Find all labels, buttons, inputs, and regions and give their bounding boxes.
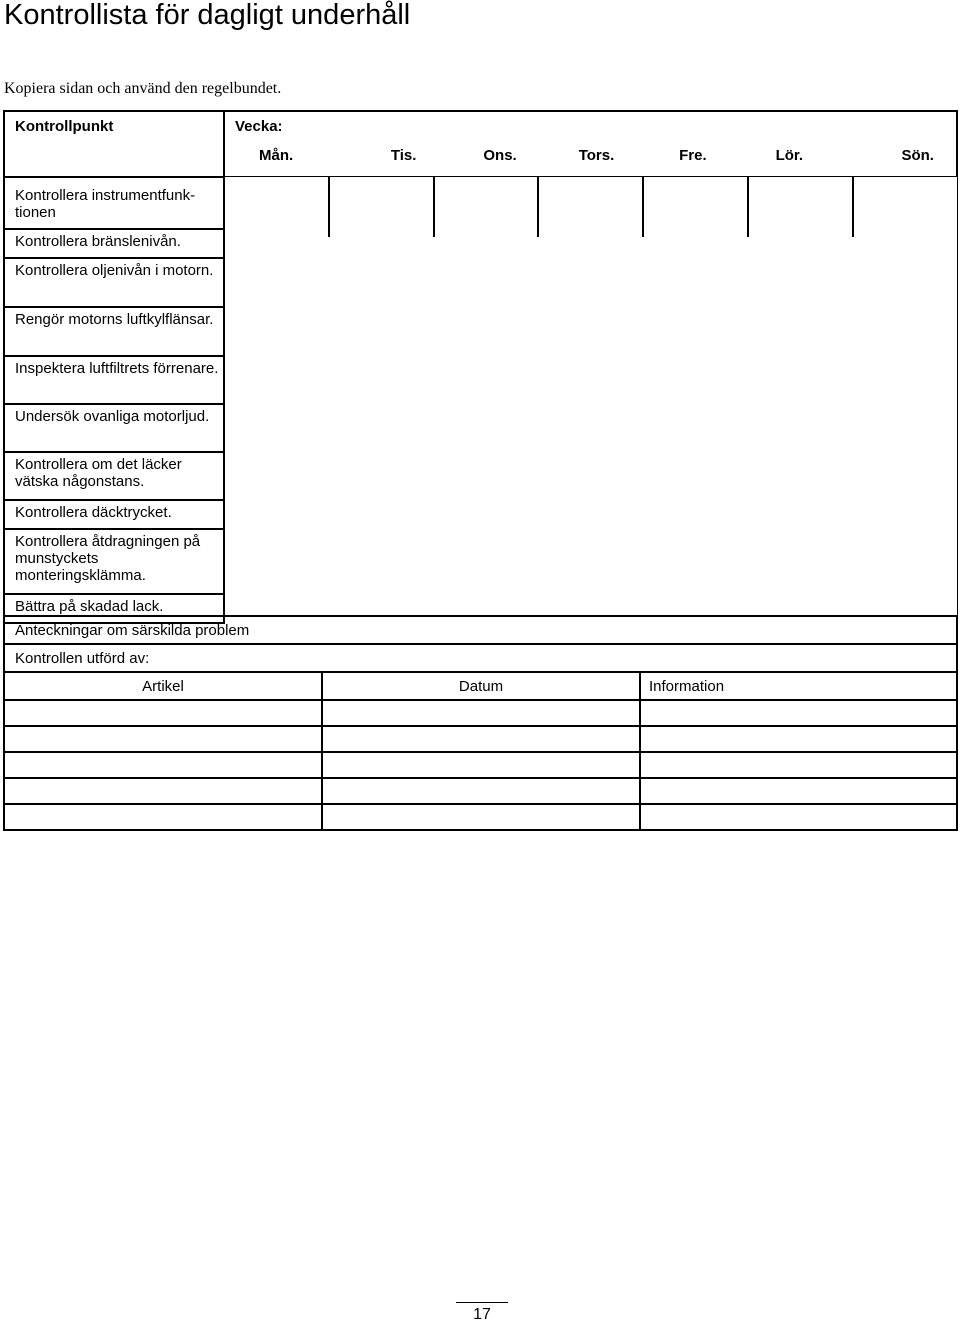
table-row [4, 752, 957, 778]
checklist-item: Kontrollera instrumentfunk-tionen [4, 177, 224, 229]
information-cell[interactable] [640, 700, 957, 726]
day-checkbox-sat[interactable] [749, 177, 854, 237]
article-cell[interactable] [4, 700, 322, 726]
checklist-item: Undersök ovanliga motorljud. [4, 404, 224, 452]
checklist-item: Kontrollera om det läcker vätska någonstans. [4, 452, 224, 500]
article-cell[interactable] [4, 752, 322, 778]
footer-divider [456, 1302, 508, 1303]
date-cell[interactable] [322, 804, 640, 830]
checklist-item: Kontrollera däcktrycket. [4, 500, 224, 529]
column-header-information: Information [640, 672, 957, 700]
column-header-date: Datum [322, 672, 640, 700]
day-header-mon: Mån. [259, 147, 294, 164]
date-cell[interactable] [322, 700, 640, 726]
table-row [4, 726, 957, 752]
date-cell[interactable] [322, 726, 640, 752]
article-cell[interactable] [4, 726, 322, 752]
day-checkbox-sun[interactable] [854, 177, 957, 237]
table-row [4, 778, 957, 804]
day-header-tue: Tis. [390, 147, 417, 164]
notes-table [3, 615, 958, 831]
day-header-wed: Ons. [483, 147, 517, 164]
table-row [4, 804, 957, 830]
day-checkbox-tue[interactable] [330, 177, 435, 237]
checklist-item: Kontrollera bränslenivån. [4, 229, 224, 258]
day-header-sun: Sön. [901, 147, 934, 164]
checklist-item: Kontrollera åtdragningen på munstyckets monteringsklämma. [4, 529, 224, 594]
column-header-article: Artikel [4, 672, 322, 700]
day-checkbox-row[interactable] [225, 177, 957, 237]
date-cell[interactable] [322, 778, 640, 804]
page-number: 17 [473, 1306, 491, 1323]
column-header-checkpoint: Kontrollpunkt [4, 111, 224, 177]
information-cell[interactable] [640, 804, 957, 830]
day-checkbox-fri[interactable] [644, 177, 749, 237]
day-checkbox-wed[interactable] [435, 177, 540, 237]
day-headers [235, 147, 956, 164]
checklist-item: Rengör motorns luftkylflänsar. [4, 307, 224, 356]
checklist-item: Bättra på skadad lack. [4, 594, 224, 623]
article-cell[interactable] [4, 804, 322, 830]
checklist-item: Kontrollera oljenivån i motorn. [4, 258, 224, 307]
performed-by-label[interactable]: Kontrollen utförd av: [4, 644, 957, 672]
date-cell[interactable] [322, 752, 640, 778]
table-row [4, 700, 957, 726]
day-checkbox-mon[interactable] [225, 177, 330, 237]
checklist-item: Inspektera luftfiltrets förrenare. [4, 356, 224, 404]
page-subtitle: Kopiera sidan och använd den regelbundet. [4, 80, 282, 97]
day-checkbox-grid [224, 177, 957, 623]
week-header [224, 111, 957, 177]
checklist-row [4, 177, 957, 229]
information-cell[interactable] [640, 778, 957, 804]
information-cell[interactable] [640, 752, 957, 778]
week-label: Vecka: [235, 118, 283, 135]
day-checkbox-thu[interactable] [539, 177, 644, 237]
special-problems-label[interactable]: Anteckningar om särskilda problem [4, 616, 957, 644]
day-header-thu: Tors. [578, 147, 615, 164]
page-title: Kontrollista för dagligt underhåll [4, 0, 411, 31]
information-cell[interactable] [640, 726, 957, 752]
day-header-sat: Lör. [775, 147, 804, 164]
checklist-table [3, 110, 958, 624]
day-header-fri: Fre. [679, 147, 707, 164]
article-cell[interactable] [4, 778, 322, 804]
